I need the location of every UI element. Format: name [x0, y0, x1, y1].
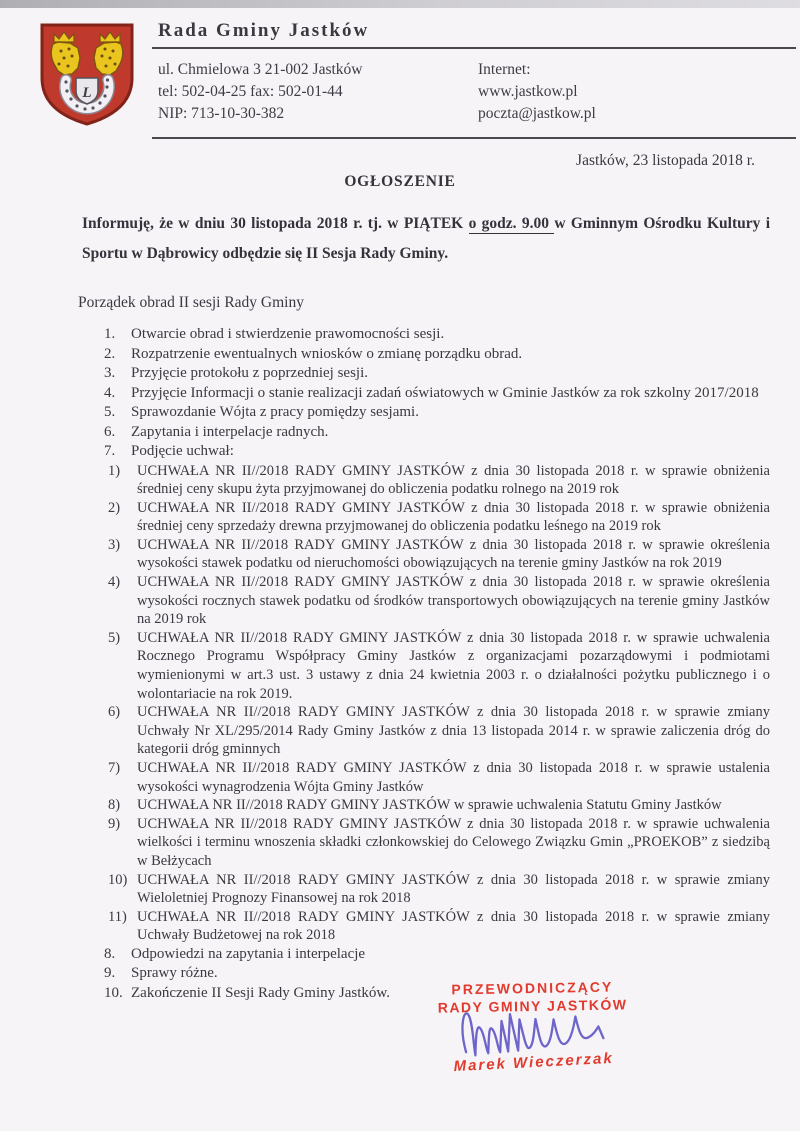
resolution-item-number: 11): [108, 908, 127, 925]
agenda-item-number: 7.: [104, 443, 116, 459]
address-column: [158, 59, 468, 125]
agenda-item-number: 10.: [104, 984, 123, 1001]
agenda-item-number: 8.: [104, 945, 116, 962]
agenda-item-text: Sprawy różne.: [131, 965, 218, 982]
resolution-item: [108, 703, 770, 759]
resolution-item: [108, 815, 770, 871]
stamp-title-line1: PRZEWODNICZĄCY: [451, 978, 614, 998]
resolution-item-text: UCHWAŁA NR II//2018 RADY GMINY JASTKÓW z dnia 30 listopada 2018 r. w sprawie obniżenia średniej ceny sprzedaży drewna przyjmowanej do obliczenia podatku leśnego na 2019 rok: [137, 499, 770, 535]
internet-column: [478, 59, 596, 125]
resolution-item-number: 10): [108, 871, 128, 888]
website: www.jastkow.pl: [478, 83, 578, 100]
resolution-item-number: 5): [108, 629, 121, 646]
resolution-item-number: 6): [108, 704, 121, 721]
resolution-item-number: 8): [108, 797, 121, 814]
announcement-paragraph: [82, 209, 770, 269]
resolution-item: [108, 871, 770, 908]
intro-part2: w Gminnym Ośrodku Kultury i Sportu w Dąbrowicy odbędzie się II Sesja Rady Gminy.: [82, 215, 770, 262]
nip-line: NIP: 713-10-30-382: [158, 105, 285, 122]
agenda-item-text: Przyjęcie protokołu z poprzedniej sesji.: [131, 365, 369, 381]
agenda-item-text: Odpowiedzi na zapytania i interpelacje: [131, 945, 366, 962]
crest-letter: L: [82, 85, 92, 101]
resolution-item: [108, 908, 770, 945]
agenda-item-number: 9.: [104, 965, 116, 982]
signer-name: Marek Wieczerzak: [453, 1049, 615, 1076]
agenda-item-text: Zapytania i interpelacje radnych.: [131, 423, 329, 440]
resolution-item: [108, 499, 770, 536]
jastkow-coat-of-arms-icon: [36, 20, 138, 128]
agenda-item: [104, 945, 770, 965]
agenda-item-number: 3.: [104, 365, 116, 381]
resolution-item-text: UCHWAŁA NR II//2018 RADY GMINY JASTKÓW w sprawie uchwalenia Statutu Gminy Jastków: [137, 797, 722, 814]
agenda-item-text: Podjęcie uchwał:: [131, 443, 234, 459]
agenda-item: [104, 325, 770, 345]
resolution-item-text: UCHWAŁA NR II//2018 RADY GMINY JASTKÓW z dnia 30 listopada 2018 r. w sprawie uchwalenia wielkości i terminu wnoszenia składki członkowskiej do Celowego Związku Gmin „PROEKOB” z siedzibą w Bełżycach: [137, 815, 770, 869]
agenda-item-number: 6.: [104, 423, 116, 440]
agenda-item: [104, 364, 770, 384]
resolution-item-number: 9): [108, 815, 121, 832]
agenda-item-number: 5.: [104, 404, 116, 420]
agenda-item: [104, 442, 770, 462]
resolutions-list: [108, 462, 770, 945]
letterhead: [152, 20, 796, 139]
resolution-item-text: UCHWAŁA NR II//2018 RADY GMINY JASTKÓW z dnia 30 listopada 2018 r. w sprawie zmiany Uchwały Nr XL/295/2014 Rady Gminy Jastków z dnia 13 listopada 2014 r. w sprawie zaliczenia dróg do kategorii dróg gminnych: [137, 704, 770, 758]
letterhead-contact-block: [152, 49, 796, 139]
agenda-item-text: Sprawozdanie Wójta z pracy pomiędzy sesjami.: [131, 404, 419, 420]
resolution-item-text: UCHWAŁA NR II//2018 RADY GMINY JASTKÓW z dnia 30 listopada 2018 r. w sprawie określenia wysokości rocznych stawek podatku od środków transportowych obowiązujących na terenie gminy Jastków na 2019 rok: [137, 574, 770, 628]
address-line: ul. Chmielowa 3 21-002 Jastków: [158, 61, 363, 78]
resolution-item-number: 2): [108, 499, 121, 516]
org-name: Rada Gminy Jastków: [152, 20, 796, 49]
intro-underlined-time: o godz. 9.00: [468, 215, 555, 232]
scanner-edge-artifact: [0, 0, 800, 8]
resolution-item-text: UCHWAŁA NR II//2018 RADY GMINY JASTKÓW z dnia 30 listopada 2018 r. w sprawie obniżenia średniej ceny skupu żyta przyjmowanej do obliczenia podatku rolnego na 2019 rok: [137, 462, 770, 498]
agenda-item: [104, 384, 770, 404]
agenda-item: [104, 345, 770, 365]
dateline: Jastków, 23 listopada 2018 r.: [576, 152, 755, 169]
resolution-item: [108, 796, 770, 815]
agenda-heading: Porządek obrad II sesji Rady Gminy: [78, 294, 304, 311]
resolution-item: [108, 629, 770, 703]
resolution-item-text: UCHWAŁA NR II//2018 RADY GMINY JASTKÓW z dnia 30 listopada 2018 r. w sprawie uchwalenia Rocznego Programu Współpracy Gminy Jastków z organizacjami pozarządowymi i podmiotami wymienionymi w art.3 ust. 3 ustawy z dnia 24 kwietnia 2003 r. o działalności pożytku publicznego i o wolontariacie na rok 2019.: [137, 629, 770, 702]
agenda-item-text: Przyjęcie Informacji o stanie realizacji zadań oświatowych w Gminie Jastków za rok szkolny 2017/2018: [131, 384, 759, 401]
resolution-item: [108, 573, 770, 629]
agenda-list: [104, 325, 770, 462]
agenda-item-number: 2.: [104, 345, 116, 362]
agenda-item-number: 1.: [104, 326, 116, 342]
resolution-item-text: UCHWAŁA NR II//2018 RADY GMINY JASTKÓW z dnia 30 listopada 2018 r. w sprawie określenia wysokości stawek podatku od nieruchomości obowiązujących na terenie gminy Jastków na rok 2019: [137, 536, 770, 572]
signature-block: [387, 977, 679, 1076]
resolution-item-text: UCHWAŁA NR II//2018 RADY GMINY JASTKÓW z dnia 30 listopada 2018 r. w sprawie zmiany Wieloletniej Prognozy Finansowej na rok 2018: [137, 871, 770, 907]
agenda-item-text: Rozpatrzenie ewentualnych wniosków o zmianę porządku obrad.: [131, 345, 523, 362]
stamp-title-line2: RADY GMINY JASTKÓW: [437, 996, 628, 1016]
resolution-item-number: 4): [108, 574, 121, 591]
resolution-item: [108, 536, 770, 573]
agenda-item-number: 4.: [104, 384, 116, 401]
resolution-item-number: 7): [108, 760, 121, 776]
agenda-item-text: Zakończenie II Sesji Rady Gminy Jastków.: [131, 984, 390, 1001]
agenda-item: [104, 403, 770, 423]
resolution-item: [108, 462, 770, 499]
resolution-item-text: UCHWAŁA NR II//2018 RADY GMINY JASTKÓW z dnia 30 listopada 2018 r. w sprawie ustalenia wysokości wynagrodzenia Wójta Gminy Jastków: [137, 760, 770, 795]
crest-inner-shield: [76, 78, 98, 104]
resolution-item-text: UCHWAŁA NR II//2018 RADY GMINY JASTKÓW z dnia 30 listopada 2018 r. w sprawie zmiany Uchwały Budżetowej na rok 2018: [137, 908, 770, 944]
crest-svg: [36, 20, 138, 128]
document-title: OGŁOSZENIE: [344, 173, 456, 190]
agenda-item-text: Otwarcie obrad i stwierdzenie prawomocności sesji.: [131, 326, 445, 342]
resolution-item: [108, 759, 770, 796]
internet-label: Internet:: [478, 61, 531, 78]
agenda-item: [104, 423, 770, 443]
email: poczta@jastkow.pl: [478, 105, 596, 122]
phone-fax-line: tel: 502-04-25 fax: 502-01-44: [158, 83, 343, 100]
intro-part1: Informuję, że w dniu 30 listopada 2018 r. tj. w PIĄTEK: [82, 215, 469, 232]
resolution-item-number: 3): [108, 536, 121, 553]
resolution-item-number: 1): [108, 462, 121, 479]
